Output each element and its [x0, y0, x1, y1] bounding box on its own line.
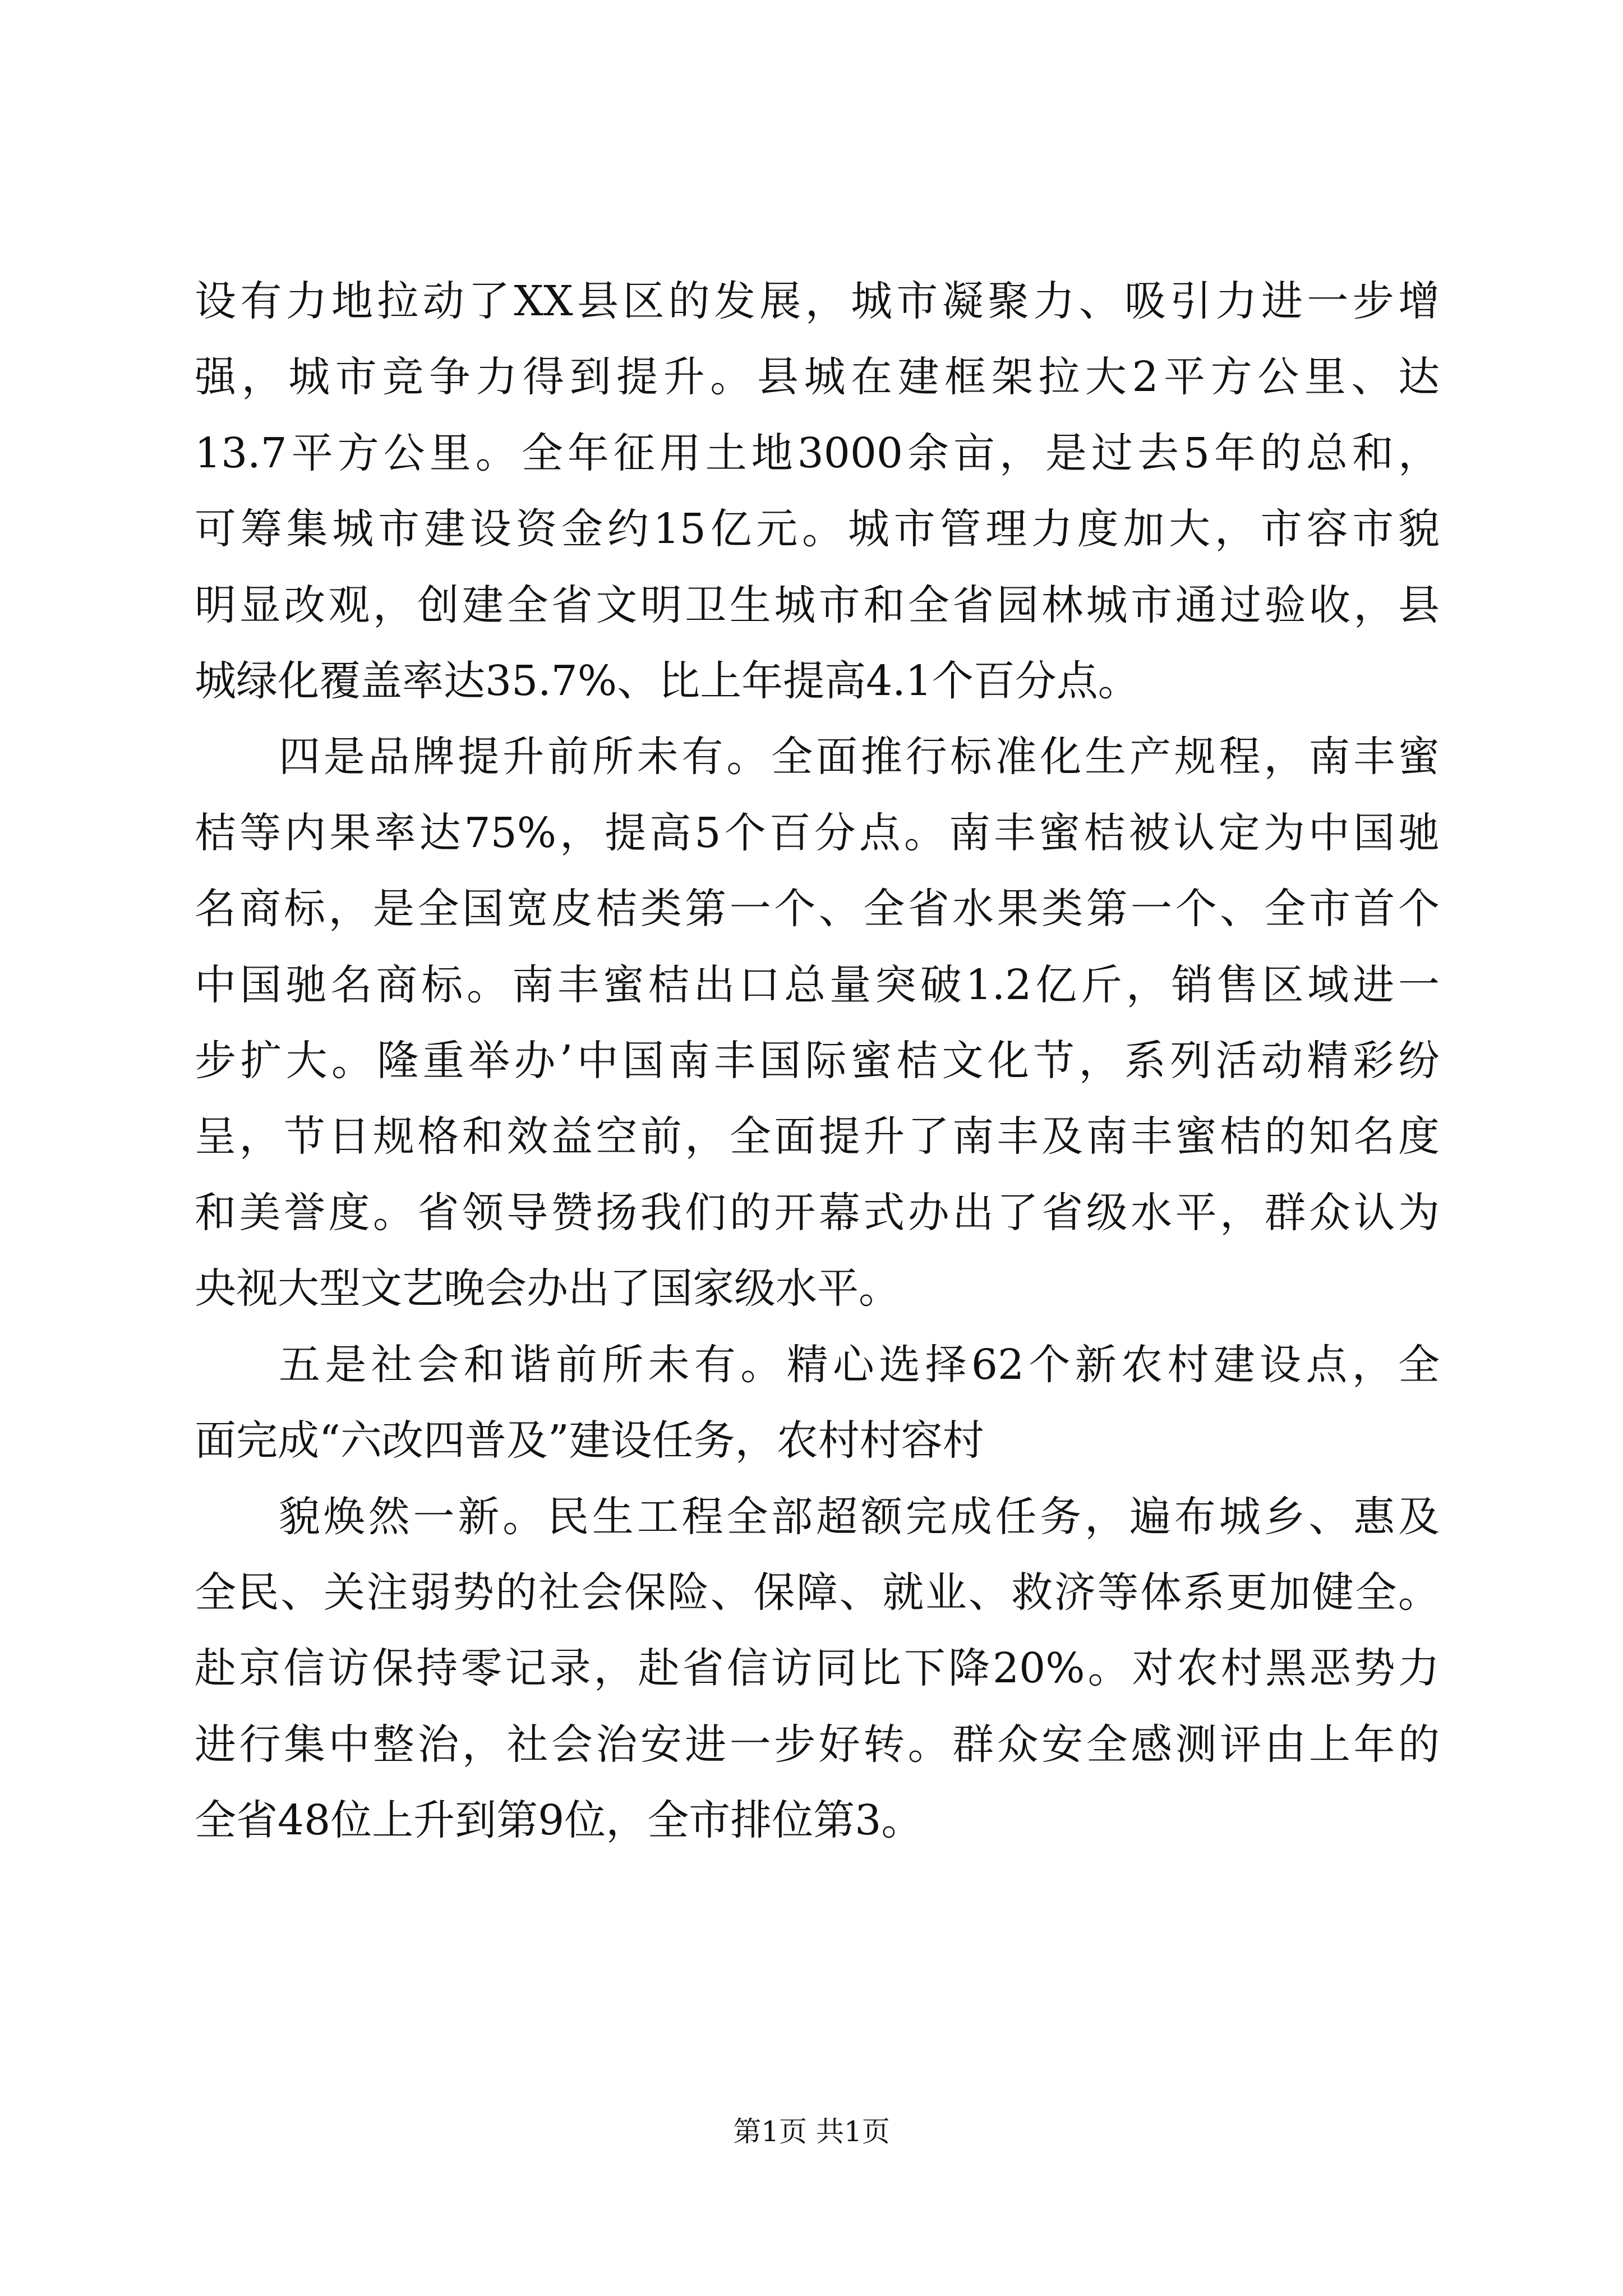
text-line: 全省48位上升到第9位，全市排位第3。: [195, 1796, 923, 1845]
text-line: 和美誉度。省领导赞扬我们的开幕式办出了省级水平，群众认为: [195, 1188, 1440, 1237]
paragraph-start-line: 五是社会和谐前所未有。精心选择62个新农村建设点，全: [279, 1340, 1440, 1389]
text-line: 可筹集城市建设资金约15亿元。城市管理力度加大，市容市貌: [195, 505, 1440, 554]
text-line: 进行集中整治，社会治安进一步好转。群众安全感测评由上年的: [195, 1720, 1440, 1769]
page-footer: 第1页 共1页: [733, 2115, 890, 2148]
text-line: 呈，节日规格和效益空前，全面提升了南丰及南丰蜜桔的知名度: [195, 1112, 1440, 1161]
text-line: 央视大型文艺晚会办出了国家级水平。: [195, 1264, 900, 1313]
text-line: 13.7平方公里。全年征用土地3000余亩，是过去5年的总和，: [195, 429, 1440, 477]
text-line: 赴京信访保持零记录，赴省信访同比下降20%。对农村黑恶势力: [195, 1644, 1440, 1693]
text-line: 桔等内果率达75%，提高5个百分点。南丰蜜桔被认定为中国驰: [195, 808, 1440, 857]
text-line: 设有力地拉动了XX县区的发展，城市凝聚力、吸引力进一步增: [195, 277, 1440, 325]
paragraph-start-line: 貌焕然一新。民生工程全部超额完成任务，遍布城乡、惠及: [279, 1492, 1440, 1541]
text-line: 城绿化覆盖率达35.7%、比上年提高4.1个百分点。: [195, 657, 1140, 706]
paragraph-start-line: 四是品牌提升前所未有。全面推行标准化生产规程，南丰蜜: [279, 733, 1440, 781]
text-line: 明显改观，创建全省文明卫生城市和全省园林城市通过验收，县: [195, 581, 1440, 629]
body-text: [195, 264, 1440, 1859]
text-line: 中国驰名商标。南丰蜜桔出口总量突破1.2亿斤，销售区域进一: [195, 960, 1440, 1009]
text-line: 步扩大。隆重举办’中国南丰国际蜜桔文化节，系列活动精彩纷: [195, 1037, 1440, 1085]
text-line: 全民、关注弱势的社会保险、保障、就业、救济等体系更加健全。: [195, 1568, 1440, 1617]
text-line: 强，城市竞争力得到提升。县城在建框架拉大2平方公里、达: [195, 353, 1440, 402]
text-line: 名商标，是全国宽皮桔类第一个、全省水果类第一个、全市首个: [195, 885, 1440, 933]
text-line: 面完成“六改四普及”建设任务，农村村容村: [195, 1416, 984, 1465]
